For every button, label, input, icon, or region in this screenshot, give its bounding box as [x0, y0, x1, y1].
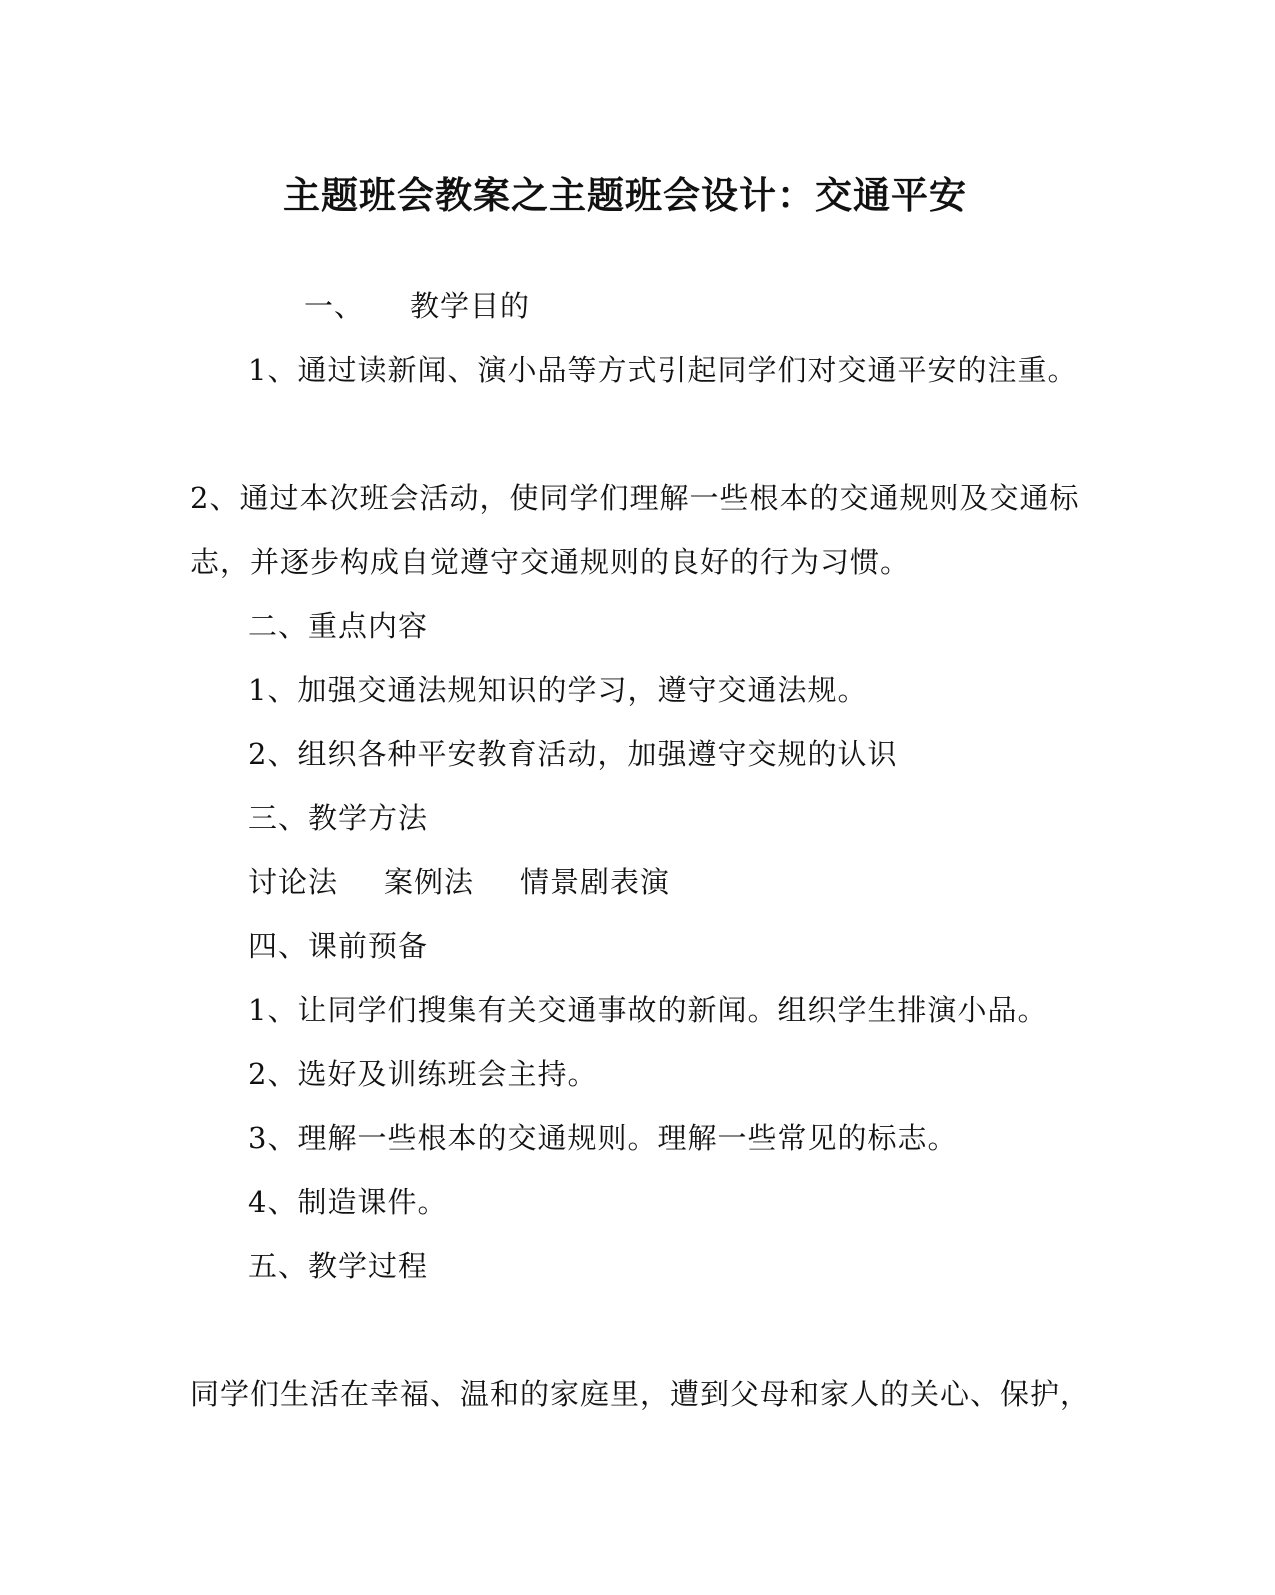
section-label: 教学目的 [410, 289, 531, 323]
goal-item-1: 1、通过读新闻、演小品等方式引起同学们对交通平安的注重。 [248, 353, 1078, 387]
method-discussion: 讨论法 [248, 865, 339, 899]
section-number: 一、 [304, 289, 365, 323]
body-paragraph-1: 同学们生活在幸福、温和的家庭里，遭到父母和家人的关心、保护， [190, 1377, 1091, 1411]
goal-item-2-line-2: 志，并逐步构成自觉遵守交通规则的良好的行为习惯。 [190, 545, 911, 579]
prep-item-2: 2、选好及训练班会主持。 [248, 1057, 598, 1091]
section-heading-5: 五、教学过程 [248, 1249, 429, 1283]
key-item-2: 2、组织各种平安教育活动，加强遵守交规的认识 [248, 737, 898, 771]
method-drama: 情景剧表演 [520, 865, 671, 899]
section-heading-1 [304, 286, 530, 326]
section-heading-4: 四、课前预备 [248, 929, 429, 963]
key-item-1: 1、加强交通法规知识的学习，遵守交通法规。 [248, 673, 868, 707]
methods-line [248, 862, 670, 902]
goal-item-2-line-1: 2、通过本次班会活动，使同学们理解一些根本的交通规则及交通标 [190, 481, 1080, 515]
method-case: 案例法 [384, 865, 475, 899]
section-heading-2: 二、重点内容 [248, 609, 429, 643]
prep-item-4: 4、制造课件。 [248, 1185, 448, 1219]
prep-item-3: 3、理解一些根本的交通规则。理解一些常见的标志。 [248, 1121, 958, 1155]
section-heading-3: 三、教学方法 [248, 801, 429, 835]
prep-item-1: 1、让同学们搜集有关交通事故的新闻。组织学生排演小品。 [248, 993, 1048, 1027]
document-title: 主题班会教案之主题班会设计：交通平安 [283, 173, 967, 217]
